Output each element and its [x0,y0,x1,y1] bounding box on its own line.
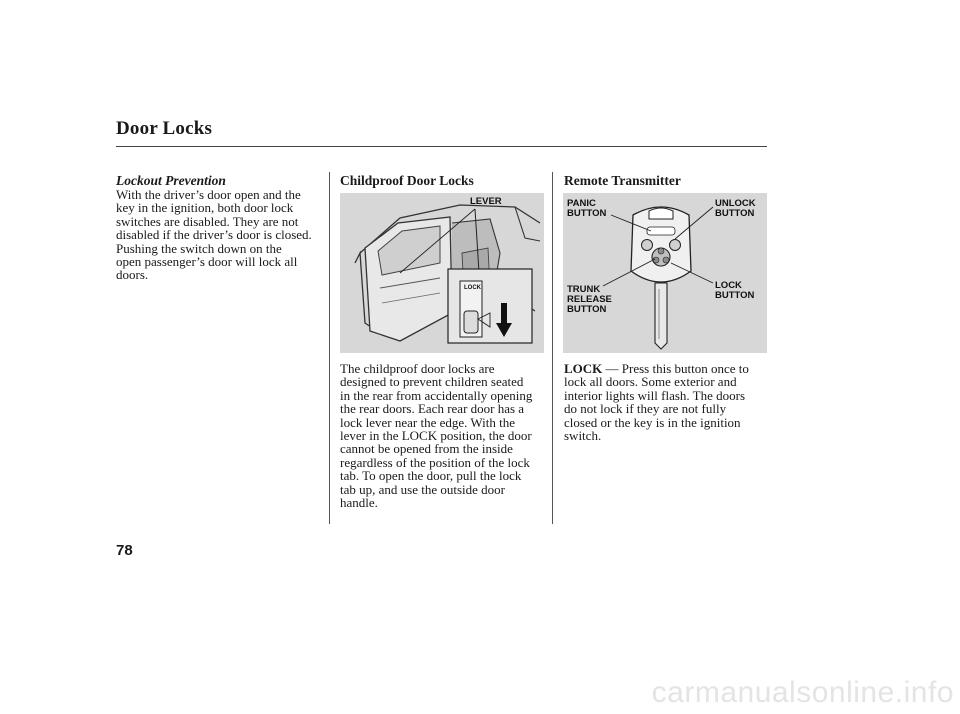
trunk-release-button-label: TRUNK RELEASE BUTTON [567,284,612,315]
page-number: 78 [116,542,133,559]
lockout-prevention-heading: Lockout Prevention [116,173,226,188]
lock-dash: — [605,361,619,376]
lock-inset-label: LOCK [464,285,481,291]
childproof-heading: Childproof Door Locks [340,173,474,188]
watermark: carmanualsonline.info [651,676,954,709]
lock-text-first-line: Press this button once to [621,361,749,376]
remote-transmitter-heading: Remote Transmitter [564,173,681,188]
panic-button-label: PANIC BUTTON [567,198,607,219]
column-divider-1 [329,172,330,524]
car-door-drawing [340,193,544,353]
lock-text-rest: lock all doors. Some exterior and interior lights will flash. The doors do not lock if they are not fully closed or the key is in the ignition switch. [564,374,746,444]
lock-button-description [564,362,770,442]
lock-button-label: LOCK BUTTON [715,280,755,301]
childproof-text: The childproof door locks are designed to prevent children seated in the rear from accidentally opening the rear doors. Each rear door has a lock lever near the edge. With the lever in the LOCK position, the door cannot be opened from the inside regardless of the position of the lock tab. To open the door, pull the lock tab up, and use the outside door handle. [340,361,533,511]
childproof-lock-illustration [340,193,544,353]
lever-callout-label: LEVER [470,196,502,207]
lock-term: LOCK [564,361,603,376]
column-divider-2 [552,172,553,524]
remote-transmitter-illustration [563,193,767,353]
lockout-prevention-text: With the driver’s door open and the key in the ignition, both door lock switches are disabled. They are not disabled if the driver’s door is closed. Pushing the switch down on the open passenger’s door will lock all doors. [116,187,312,283]
page-title: Door Locks [116,118,213,139]
title-divider [116,146,767,147]
unlock-button-label: UNLOCK BUTTON [715,198,756,219]
